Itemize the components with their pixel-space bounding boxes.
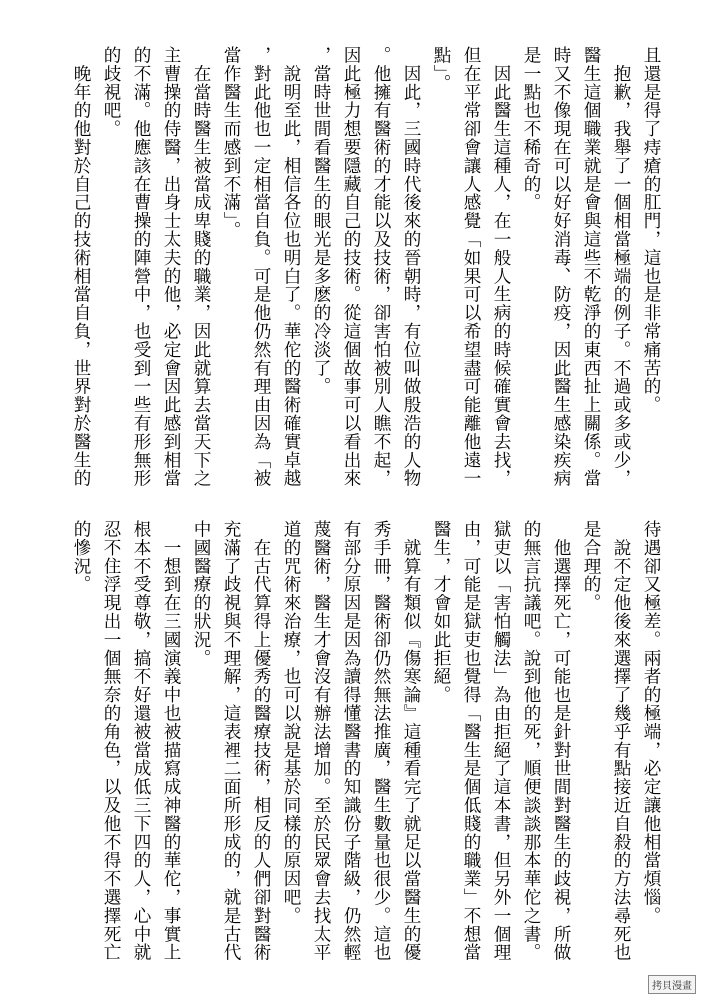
text-column: ，當時世間看醫生的眼光是多麽的冷淡了。 xyxy=(311,46,331,396)
text-column: 抱歉，我舉了一個相當極端的例子。不過或多或少， xyxy=(611,46,631,488)
text-column: 說不定他後來選擇了幾乎有點接近自殺的方法尋死也 xyxy=(611,520,631,962)
text-column: 在當時醫生被當成卑賤的職業，因此就算去當天下之 xyxy=(191,46,211,488)
text-column: 待遇卻又極差。兩者的極端，必定讓他相當煩惱。 xyxy=(641,520,661,925)
text-column: 就算有類似『傷寒論』這種看完了就足以當醫生的優 xyxy=(401,520,421,962)
text-column: 秀手冊，醫術卻仍然無法推廣，醫生數量也很少。這也 xyxy=(371,520,391,962)
text-column: 道的咒術來治療，也可以說是基於同樣的原因吧。 xyxy=(281,520,301,925)
text-column: 因此，三國時代後來的晉朝時，有位叫做殷浩的人物 xyxy=(401,46,421,488)
text-column: 忍不住浮現出一個無奈的角色，以及他不得不選擇死亡 xyxy=(101,520,121,962)
watermark-logo: 拷貝漫畫 xyxy=(648,975,696,994)
text-column: 的無言抗議吧。說到他的死，順便談談那本華佗之書。 xyxy=(521,520,541,962)
text-column: 時又不像現在可以好好消毒、防疫，因此醫生感染疾病 xyxy=(551,46,571,488)
text-column: 蔑醫術，醫生才會沒有辦法增加。至於民眾會去找太平 xyxy=(311,520,331,962)
text-column: 有部分原因是因為讀得懂醫書的知識份子階級，仍然輕 xyxy=(341,520,361,962)
text-column: 醫生這個職業就是會與這些不乾淨的東西扯上關係。當 xyxy=(581,46,601,488)
text-column: 的慘況。 xyxy=(71,520,91,594)
text-column: 的不滿。他應該在曹操的陣營中，也受到一些有形無形 xyxy=(131,46,151,488)
text-column: 醫生，才會如此拒絕。 xyxy=(431,520,451,704)
text-column: 一想到在三國演義中也被描寫成神醫的華佗，事實上 xyxy=(161,520,181,962)
text-column: 主曹操的侍醫，出身士太夫的他，必定會因此感到相當 xyxy=(161,46,181,488)
text-column: ，對此他也一定相當自負。可是他仍然有理由因為「被 xyxy=(251,46,271,488)
text-column: 的歧視吧。 xyxy=(101,46,121,138)
text-column: 獄吏以「害怕觸法」為由拒絕了這本書，但另外一個理 xyxy=(491,520,511,962)
text-column: 說明至此，相信各位也明白了。華佗的醫術確實卓越 xyxy=(281,46,301,488)
text-column: 在古代算得上優秀的醫療技術，相反的人們卻對醫術 xyxy=(251,520,271,962)
text-column: 充滿了歧視與不理解，這表裡二面所形成的，就是古代 xyxy=(221,520,241,962)
text-column: 他選擇死亡，可能也是針對世間對醫生的歧視，所做 xyxy=(551,520,571,962)
text-column: 是一點也不稀奇的。 xyxy=(521,46,541,212)
text-column: 因此極力想要隱藏自己的技術。從這個故事可以看出來 xyxy=(341,46,361,488)
text-column: 。他擁有醫術的才能以及技術，卻害怕被別人瞧不起， xyxy=(371,46,391,488)
text-block-top xyxy=(66,46,666,496)
text-column: 點」。 xyxy=(431,46,451,93)
text-column: 晚年的他對於自己的技術相當自負，世界對於醫生的 xyxy=(71,46,91,488)
text-column: 根本不受尊敬，搞不好還被當成低三下四的人，心中就 xyxy=(131,520,151,962)
text-block-bottom xyxy=(66,520,666,970)
text-column: 但在平常卻會讓人感覺「如果可以希望盡可能離他遠一 xyxy=(461,46,481,488)
text-column: 由，可能是獄吏也覺得「醫生是個低賤的職業」不想當 xyxy=(461,520,481,962)
text-column: 且還是得了痔瘡的肛門，這也是非常痛苦的。 xyxy=(641,46,661,414)
text-column: 當作醫生而感到不滿」。 xyxy=(221,46,241,240)
text-column: 因此醫生這種人，在一般人生病的時候確實會去找， xyxy=(491,46,511,488)
text-column: 是合理的。 xyxy=(581,520,601,612)
text-column: 中國醫療的狀況。 xyxy=(191,520,211,668)
